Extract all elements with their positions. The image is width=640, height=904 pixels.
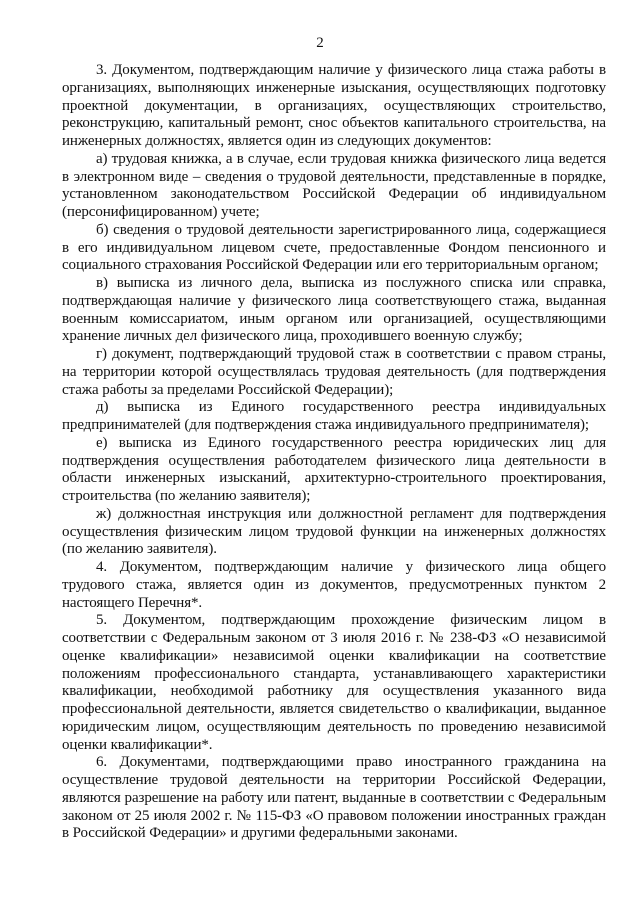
list-item-zh: ж) должностная инструкция или должностной регламент для подтверждения осуществления физическим лицом трудовой функции на инженерных должностях (по желанию заявителя). (62, 505, 606, 558)
paragraph-5: 5. Документом, подтверждающим прохождение физическим лицом в соответствии с Федеральным законом от 3 июля 2016 г. № 238-ФЗ «О независимой оценке квалификации» независимой оценки квалификации на соответствие положениям профессионального стандарта, устанавливающего характеристики квалификации, необходимой работнику для осуществления указанного вида профессиональной деятельности, является свидетельство о квалификации, выданное юридическим лицом, осуществляющим деятельность по проведению независимой оценки квалификации*. (62, 612, 606, 753)
list-item-g: г) документ, подтверждающий трудовой стаж в соответствии с правом страны, на территории которой осуществлялась трудовая деятельность (для подтверждения стажа работы за пределами Российской Федерации); (62, 346, 606, 398)
paragraph-4: 4. Документом, подтверждающим наличие у физического лица общего трудового стажа, является один из документов, предусмотренных пунктом 2 настоящего Перечня*. (62, 559, 606, 611)
list-item-d: д) выписка из Единого государственного реестра индивидуальных предпринимателей (для подтверждения стажа индивидуального предпринимателя); (62, 399, 606, 433)
list-item-e: е) выписка из Единого государственного реестра юридических лиц для подтверждения осуществления работодателем физического лица деятельности в области инженерных изысканий, архитектурно-строительного проектирования, строительства (по желанию заявителя); (62, 434, 606, 504)
page-number: 2 (316, 35, 324, 51)
document-body (62, 62, 606, 843)
list-item-a: а) трудовая книжка, а в случае, если трудовая книжка физического лица ведется в электронном виде – сведения о трудовой деятельности, представленные в порядке, установленном законодательством Российской Федерации об индивидуальном (персонифицированном) учете; (62, 150, 606, 220)
list-item-b: б) сведения о трудовой деятельности зарегистрированного лица, содержащиеся в его индивидуальном лицевом счете, предоставленные Фондом пенсионного и социального страхования Российской Федерации или его территориальным органом; (62, 221, 606, 274)
list-item-v: в) выписка из личного дела, выписка из послужного списка или справка, подтверждающая наличие у физического лица соответствующего стажа, выданная военным комиссариатом, иным органом или организацией, осуществляющими хранение личных дел физического лица, проходившего военную службу; (62, 275, 606, 345)
paragraph-3: 3. Документом, подтверждающим наличие у физического лица стажа работы в организациях, выполняющих инженерные изыскания, осуществляющих подготовку проектной документации, в организациях, осуществляющих строительство, реконструкцию, капитальный ремонт, снос объектов капитального строительства, на инженерных должностях, является один из следующих документов: (62, 62, 606, 149)
paragraph-6: 6. Документами, подтверждающими право иностранного гражданина на осуществление трудовой деятельности на территории Российской Федерации, являются разрешение на работу или патент, выданные в соответствии с Федеральным законом от 25 июля 2002 г. № 115-ФЗ «О правовом положении иностранных граждан в Российской Федерации» и другими федеральными законами. (62, 754, 606, 842)
